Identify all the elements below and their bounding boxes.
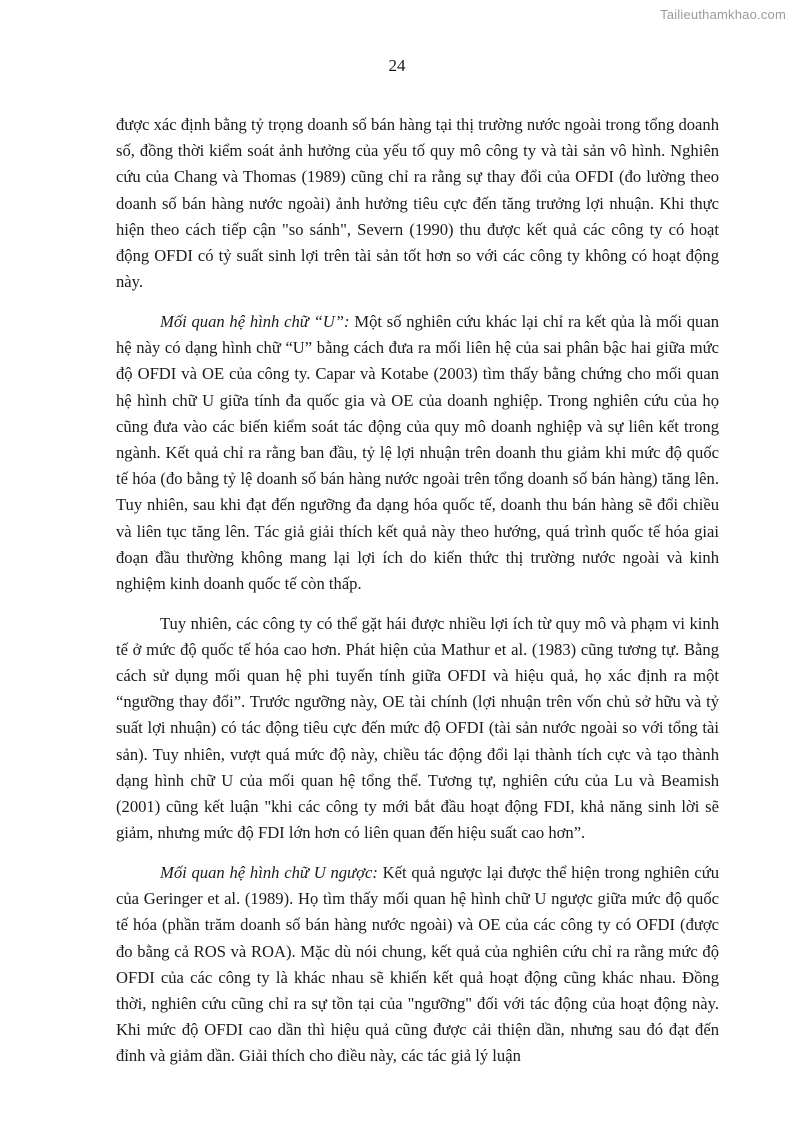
paragraph-2: [116, 309, 719, 597]
paragraph-3-text: Tuy nhiên, các công ty có thể gặt hái được nhiều lợi ích từ quy mô và phạm vi kinh tế ở mức độ quốc tế hóa cao hơn. Phát hiện của Mathur et al. (1983) cũng tương tự. Bằng cách sử dụng mối quan hệ phi tuyến tính giữa OFDI và hiệu quả, họ xác định ra một “ngưỡng thay đổi”. Trước ngưỡng này, OE tài chính (lợi nhuận trên vốn chủ sở hữu và tỷ suất lợi nhuận) có tác động tiêu cực đến mức độ OFDI (tài sản nước ngoài so với tổng tài sản). Tuy nhiên, vượt quá mức độ này, chiều tác động đổi lại thành tích cực và tạo thành dạng hình chữ U của mối quan hệ tổng thể. Tương tự, nghiên cứu của Lu và Beamish (2001) cũng kết luận "khi các công ty mới bắt đầu hoạt động FDI, khả năng sinh lời sẽ giảm, nhưng mức độ FDI lớn hơn có liên quan đến hiệu suất cao hơn”.: [116, 613, 719, 843]
paragraph-3: [116, 611, 719, 847]
paragraph-1-text: được xác định bằng tỷ trọng doanh số bán hàng tại thị trường nước ngoài trong tổng doanh số, đồng thời kiểm soát ảnh hưởng của yếu tố quy mô công ty và tài sản vô hình. Nghiên cứu của Chang và Thomas (1989) cũng chỉ ra rằng sự thay đổi của OFDI (đo lường theo doanh số bán hàng nước ngoài) ảnh hưởng tiêu cực đến tăng trưởng lợi nhuận. Khi thực hiện theo cách tiếp cận "so sánh", Severn (1990) thu được kết quả các công ty có hoạt động OFDI có tỷ suất sinh lợi trên tài sản tốt hơn so với các công ty không có hoạt động này.: [116, 115, 719, 292]
paragraph-4-text: Kết quả ngược lại được thể hiện trong nghiên cứu của Geringer et al. (1989). Họ tìm thấy mối quan hệ hình chữ U ngược giữa mức độ quốc tế hóa (phần trăm doanh số bán hàng nước ngoài) và OE của các công ty có OFDI (được đo bằng cả ROS và ROA). Mặc dù nói chung, kết quả của nghiên cứu chỉ ra rằng mức độ OFDI của các công ty là khác nhau sẽ khiến kết quả hoạt động cũng khác nhau. Đồng thời, nghiên cứu cũng chỉ ra sự tồn tại của "ngưỡng" đối với tác động của hoạt động này. Khi mức độ OFDI cao dần thì hiệu quả cũng được cải thiện dần, nhưng sau đó đạt đến đỉnh và giảm dần. Giải thích cho điều này, các tác giả lý luận: [116, 862, 719, 1066]
paragraph-2-text: Một số nghiên cứu khác lại chỉ ra kết qủa là mối quan hệ này có dạng hình chữ “U” bằng cách đưa ra mối liên hệ của sai phân bậc hai giữa mức độ OFDI và OE của công ty. Capar và Kotabe (2003) tìm thấy bằng chứng cho mối quan hệ hình chữ U giữa tính đa quốc gia và OE của doanh nghiệp. Trong nghiên cứu của họ cũng đưa vào các biến kiểm soát tác động của quy mô doanh nghiệp và sự liên kết trong ngành. Kết quả chỉ ra rằng ban đầu, tỷ lệ lợi nhuận trên doanh thu giảm khi mức độ quốc tế hóa (đo bằng tỷ lệ doanh số bán hàng nước ngoài trên tổng doanh số bán hàng) tăng lên. Tuy nhiên, sau khi đạt đến ngưỡng đa dạng hóa quốc tế, doanh thu bán hàng sẽ đổi chiều và liên tục tăng lên. Tác giả giải thích kết quả này theo hướng, quá trình quốc tế hóa giai đoạn đầu thường không mang lại lợi ích do kiến thức thị trường nước ngoài và kinh nghiệm kinh doanh quốc tế còn thấp.: [116, 311, 719, 593]
document-body: [116, 112, 719, 1083]
page-number: 24: [388, 56, 406, 75]
paragraph-1: [116, 112, 719, 295]
paragraph-2-heading: Mối quan hệ hình chữ “U”:: [160, 311, 350, 331]
paragraph-4: [116, 860, 719, 1070]
paragraph-4-heading: Mối quan hệ hình chữ U ngược:: [160, 862, 378, 882]
watermark: Tailieuthamkhao.com: [660, 7, 786, 22]
